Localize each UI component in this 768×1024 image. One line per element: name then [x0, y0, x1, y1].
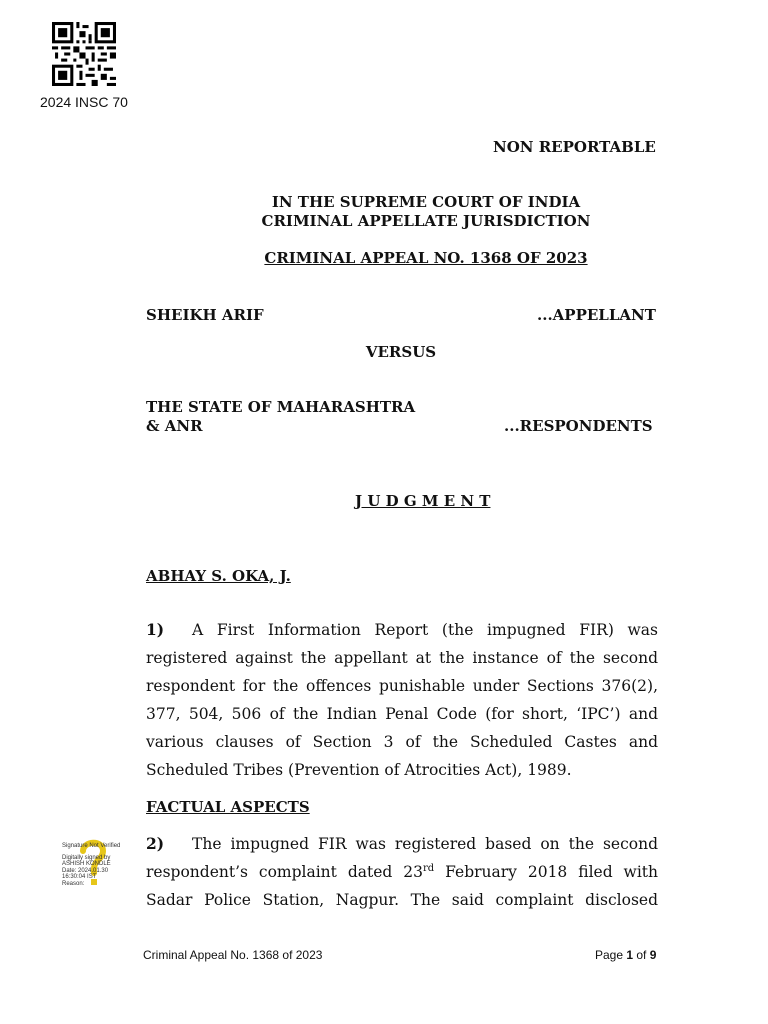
- author-judge: ABHAY S. OKA, J.: [146, 567, 291, 585]
- reportable-status: NON REPORTABLE: [493, 138, 656, 156]
- footer-page-number: Page 1 of 9: [595, 948, 657, 962]
- paragraph-1-line-6: Scheduled Tribes (Prevention of Atrocities Act), 1989.: [146, 761, 572, 779]
- respondent-name-line1: THE STATE OF MAHARASHTRA: [146, 398, 416, 416]
- versus-label: VERSUS: [365, 343, 437, 361]
- paragraph-1-line-5: various clauses of Section 3 of the Scheduled Castes and: [146, 733, 658, 751]
- appellant-role: ...APPELLANT: [537, 306, 656, 324]
- signature-reason: Reason:: [62, 880, 85, 887]
- paragraph-2-line-1: The impugned FIR was registered based on the second: [192, 835, 658, 853]
- signature-signer: ASHISH KONDLE: [62, 861, 111, 867]
- signature-date: Date: 2024.01.30: [62, 867, 109, 874]
- paragraph-1-line-4: 377, 504, 506 of the Indian Penal Code (for short, ‘IPC’) and: [146, 705, 658, 723]
- court-name: IN THE SUPREME COURT OF INDIA: [271, 193, 581, 211]
- jurisdiction: CRIMINAL APPELLATE JURISDICTION: [261, 212, 591, 230]
- appellant-name: SHEIKH ARIF: [146, 306, 264, 324]
- signature-time: 16:30:04 IST: [62, 874, 97, 880]
- paragraph-1-line-2: registered against the appellant at the instance of the second: [146, 649, 658, 667]
- paragraph-1-line-1: A First Information Report (the impugned FIR) was: [192, 621, 658, 639]
- paragraph-2-line-2: respondent’s complaint dated 23rd February 2018 filed with: [146, 862, 658, 881]
- paragraph-number-1: 1): [146, 620, 165, 639]
- case-number: CRIMINAL APPEAL NO. 1368 OF 2023: [264, 249, 588, 267]
- paragraph-1-line-3: respondent for the offences punishable under Sections 376(2),: [146, 677, 658, 695]
- paragraph-2-line-3: Sadar Police Station, Nagpur. The said complaint disclosed: [146, 891, 658, 909]
- respondent-name-line2: & ANR: [146, 417, 203, 435]
- signature-signed-by: Digitally signed by: [62, 854, 111, 861]
- qr-code-icon: [52, 22, 116, 86]
- signature-status: Signature Not Verified: [62, 843, 121, 849]
- paragraph-number-2: 2): [146, 834, 165, 853]
- respondent-role: ...RESPONDENTS: [504, 417, 653, 435]
- footer-case-reference: Criminal Appeal No. 1368 of 2023: [143, 948, 323, 962]
- neutral-citation: 2024 INSC 70: [40, 94, 128, 110]
- section-heading: FACTUAL ASPECTS: [146, 798, 310, 816]
- judgment-title: J U D G M E N T: [355, 492, 491, 510]
- digital-signature-stamp: [62, 843, 132, 889]
